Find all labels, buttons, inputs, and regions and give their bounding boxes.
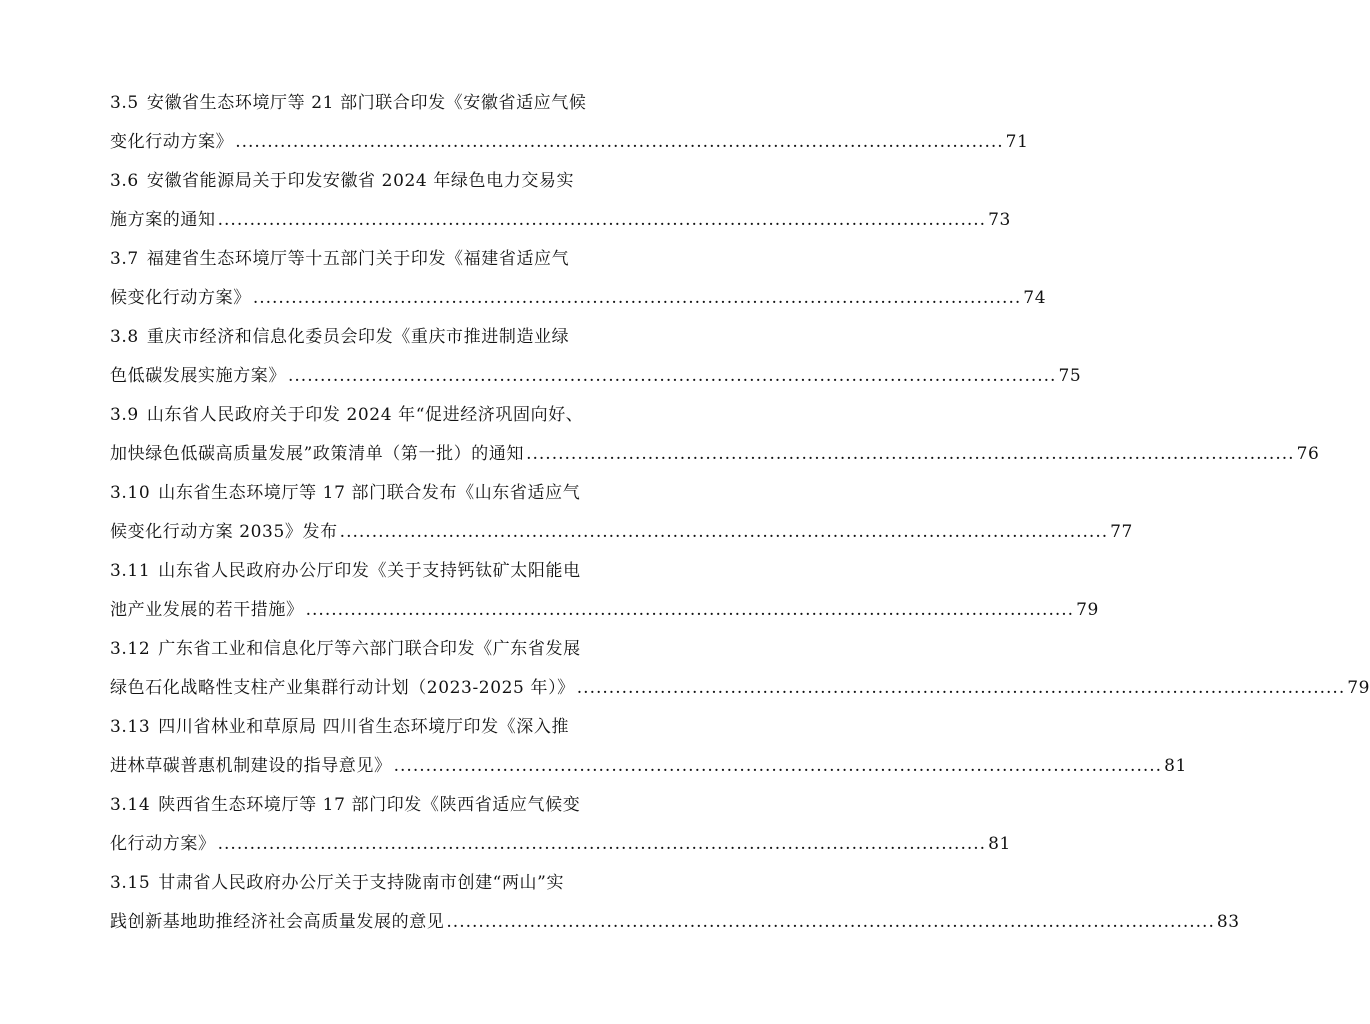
toc-entry-title: 福建省生态环境厅等十五部门关于印发《福建省适应气 [146, 249, 570, 269]
toc-entry-title: 山东省生态环境厅等 17 部门联合发布《山东省适应气 [158, 483, 581, 503]
toc-entry-number: 3.10 [110, 483, 151, 503]
toc-entry-number: 3.7 [110, 249, 139, 269]
toc-entry-title: 广东省工业和信息化厅等六部门联合印发《广东省发展 [158, 639, 581, 659]
toc-entry[interactable] [110, 864, 1240, 942]
toc-entry[interactable] [110, 786, 1011, 864]
table-of-contents [110, 84, 1370, 942]
dot-leader: ........................................................................................................................ [339, 522, 1109, 542]
toc-entry-title-cont: 加快绿色低碳高质量发展”政策清单（第一批）的通知 [110, 444, 525, 464]
toc-entry[interactable] [110, 708, 1187, 786]
toc-entry-title-cont: 变化行动方案》 [110, 132, 234, 152]
toc-entry-title-cont: 绿色石化战略性支柱产业集群行动计划（2023-2025 年）》 [110, 678, 575, 698]
toc-entry-title-cont: 施方案的通知 [110, 210, 216, 230]
toc-entry-number: 3.15 [110, 873, 151, 893]
toc-page-number: 79 [1347, 678, 1370, 698]
toc-entry-number: 3.8 [110, 327, 139, 347]
toc-page-number: 74 [1023, 288, 1047, 308]
toc-entry[interactable] [110, 162, 1011, 240]
toc-entry-title: 安徽省生态环境厅等 21 部门联合印发《安徽省适应气候 [146, 93, 587, 113]
dot-leader: ........................................................................................................................ [252, 288, 1022, 308]
toc-page-number: 77 [1110, 522, 1133, 542]
toc-entry[interactable] [110, 240, 1047, 318]
toc-entry-title: 重庆市经济和信息化委员会印发《重庆市推进制造业绿 [146, 327, 570, 347]
toc-entry-title: 陕西省生态环境厅等 17 部门印发《陕西省适应气候变 [158, 795, 581, 815]
toc-entry-title: 四川省林业和草原局 四川省生态环境厅印发《深入推 [158, 717, 570, 737]
toc-entry-title-cont: 色低碳发展实施方案》 [110, 366, 286, 386]
dot-leader: ........................................................................................................................ [446, 912, 1215, 932]
toc-entry-number: 3.11 [110, 561, 151, 581]
toc-page-number: 71 [1005, 132, 1029, 152]
toc-entry-title-cont: 池产业发展的若干措施》 [110, 600, 304, 620]
toc-page-number: 83 [1216, 912, 1240, 932]
toc-page-number: 76 [1296, 444, 1320, 464]
toc-entry-title-cont: 候变化行动方案》 [110, 288, 251, 308]
dot-leader: ........................................................................................................................ [526, 444, 1295, 464]
toc-entry-number: 3.9 [110, 405, 139, 425]
dot-leader: ........................................................................................................................ [576, 678, 1346, 698]
toc-entry-title: 山东省人民政府关于印发 2024 年“促进经济巩固向好、 [146, 405, 584, 425]
toc-entry-number: 3.5 [110, 93, 139, 113]
toc-page-number: 79 [1076, 600, 1099, 620]
toc-entry[interactable] [110, 84, 1029, 162]
toc-entry[interactable] [110, 474, 1133, 552]
toc-page-number: 81 [1164, 756, 1187, 776]
dot-leader: ........................................................................................................................ [217, 834, 987, 854]
toc-entry-title: 安徽省能源局关于印发安徽省 2024 年绿色电力交易实 [146, 171, 575, 191]
toc-entry-number: 3.14 [110, 795, 151, 815]
toc-entry[interactable] [110, 396, 1320, 474]
toc-entry-title-cont: 候变化行动方案 2035》发布 [110, 522, 338, 542]
toc-entry-title-cont: 进林草碳普惠机制建设的指导意见》 [110, 756, 392, 776]
toc-page-number: 81 [988, 834, 1011, 854]
toc-entry-title: 山东省人民政府办公厅印发《关于支持钙钛矿太阳能电 [158, 561, 581, 581]
toc-entry-title: 甘肃省人民政府办公厅关于支持陇南市创建“两山”实 [158, 873, 565, 893]
toc-entry[interactable] [110, 630, 1370, 708]
toc-entry-title-cont: 化行动方案》 [110, 834, 216, 854]
toc-page-number: 75 [1058, 366, 1082, 386]
toc-entry-title-cont: 践创新基地助推经济社会高质量发展的意见 [110, 912, 445, 932]
toc-entry-number: 3.13 [110, 717, 151, 737]
toc-entry[interactable] [110, 552, 1099, 630]
toc-page-number: 73 [988, 210, 1011, 230]
dot-leader: ........................................................................................................................ [288, 366, 1057, 386]
toc-entry-number: 3.6 [110, 171, 139, 191]
toc-entry[interactable] [110, 318, 1082, 396]
dot-leader: ........................................................................................................................ [393, 756, 1163, 776]
toc-entry-number: 3.12 [110, 639, 151, 659]
dot-leader: ........................................................................................................................ [235, 132, 1004, 152]
dot-leader: ........................................................................................................................ [217, 210, 987, 230]
dot-leader: ........................................................................................................................ [305, 600, 1075, 620]
